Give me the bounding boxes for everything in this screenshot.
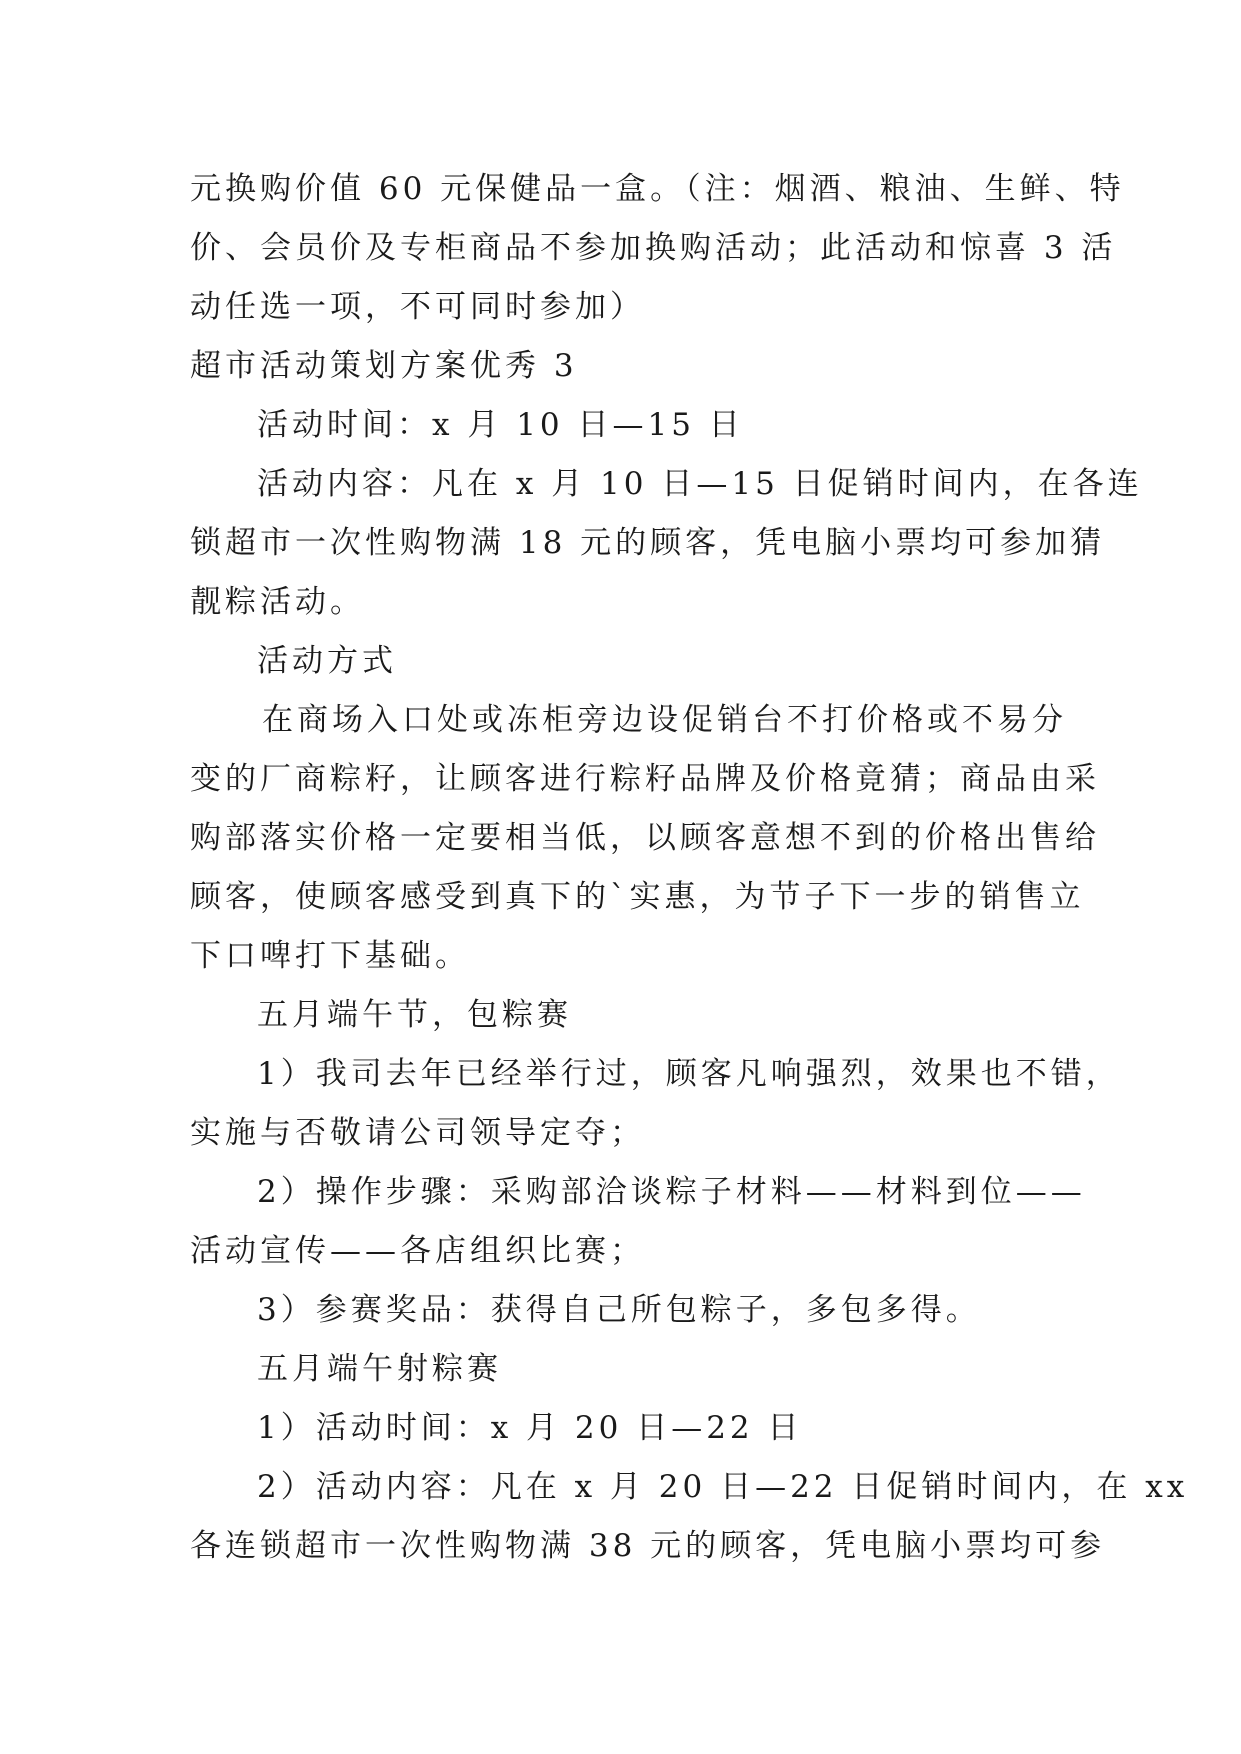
paragraph-line: 活动时间：x 月 10 日—15 日 — [257, 407, 744, 443]
paragraph-line: 在商场入口处或冻柜旁边设促销台不打价格或不易分 — [262, 702, 1067, 738]
section-heading: 超市活动策划方案优秀 3 — [190, 348, 578, 384]
list-item: 2）活动内容：凡在 x 月 20 日—22 日促销时间内，在 xx — [257, 1469, 1189, 1505]
list-item: 2）操作步骤：采购部洽谈粽子材料——材料到位—— — [257, 1174, 1086, 1210]
document-body — [190, 160, 1189, 1576]
paragraph-line: 靓粽活动。 — [190, 584, 365, 620]
subheading: 五月端午射粽赛 — [257, 1351, 502, 1387]
paragraph-line: 各连锁超市一次性购物满 38 元的顾客，凭电脑小票均可参 — [190, 1528, 1106, 1564]
paragraph-line: 实施与否敬请公司领导定夺； — [190, 1115, 645, 1151]
subheading: 活动方式 — [257, 643, 397, 679]
paragraph-line: 价、会员价及专柜商品不参加换购活动；此活动和惊喜 3 活 — [190, 230, 1117, 266]
paragraph-line: 活动宣传——各店组织比赛； — [190, 1233, 645, 1269]
list-item: 3）参赛奖品：获得自己所包粽子，多包多得。 — [257, 1292, 981, 1328]
paragraph-line: 锁超市一次性购物满 18 元的顾客，凭电脑小票均可参加猜 — [190, 525, 1106, 561]
paragraph-line: 元换购价值 60 元保健品一盒。（注：烟酒、粮油、生鲜、特 — [190, 171, 1125, 207]
list-item: 1）活动时间：x 月 20 日—22 日 — [257, 1410, 803, 1446]
paragraph-line: 变的厂商粽籽，让顾客进行粽籽品牌及价格竟猜；商品由采 — [190, 761, 1100, 797]
list-item: 1）我司去年已经举行过，顾客凡响强烈，效果也不错， — [257, 1056, 1121, 1092]
paragraph-line: 顾客，使顾客感受到真下的`实惠，为节子下一步的销售立 — [190, 879, 1085, 915]
paragraph-line: 活动内容：凡在 x 月 10 日—15 日促销时间内，在各连 — [257, 466, 1143, 502]
paragraph-line: 动任选一项，不可同时参加） — [190, 289, 645, 325]
paragraph-line: 下口啤打下基础。 — [190, 938, 470, 974]
paragraph-line: 购部落实价格一定要相当低，以顾客意想不到的价格出售给 — [190, 820, 1100, 856]
subheading: 五月端午节，包粽赛 — [257, 997, 572, 1033]
